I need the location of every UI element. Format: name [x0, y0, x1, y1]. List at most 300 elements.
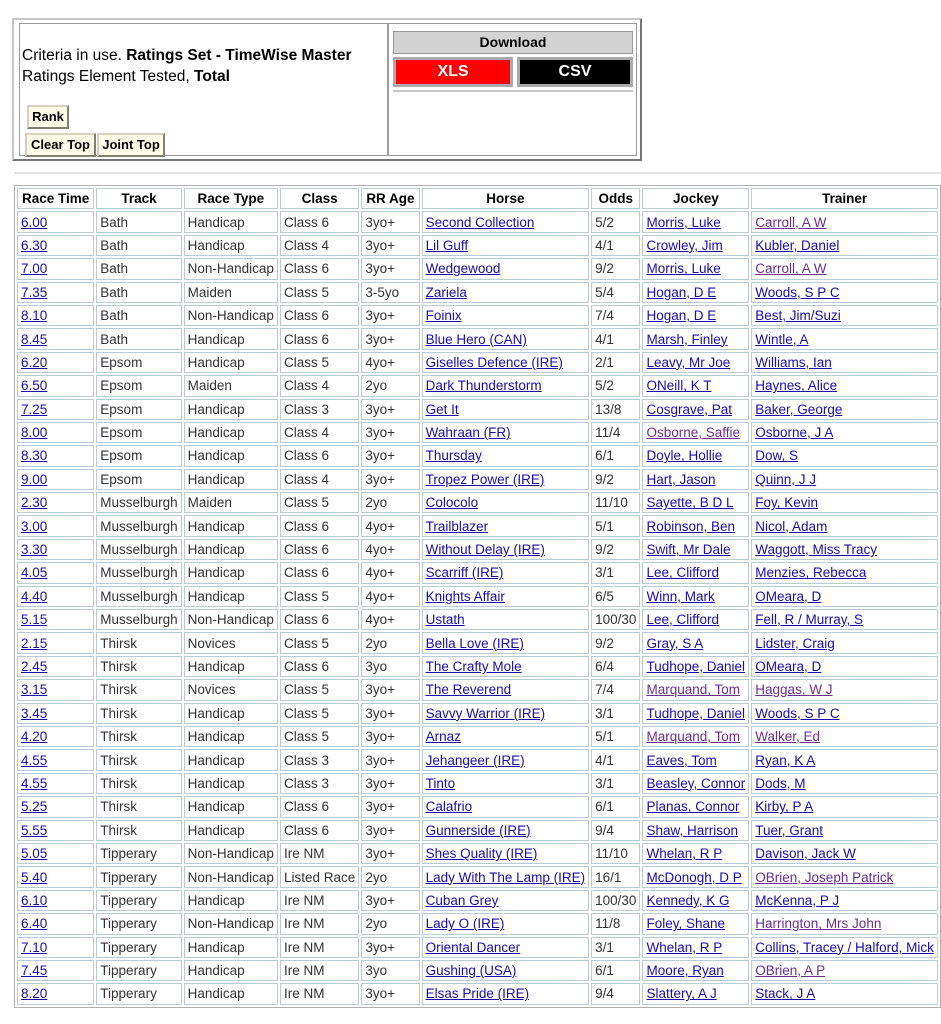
trainer-link[interactable]: OMeara, D — [755, 588, 822, 604]
horse-cell — [422, 562, 590, 583]
jockey-link[interactable]: Cosgrave, Pat — [646, 401, 733, 417]
race-time-link[interactable]: 7.00 — [21, 261, 48, 277]
jockey-cell — [642, 235, 749, 256]
trainer-link[interactable]: Woods, S P C — [755, 284, 840, 300]
trainer-link[interactable]: Kirby, P A — [755, 799, 814, 815]
age-cell: 2yo — [361, 492, 419, 513]
race-type-cell: Handicap — [184, 539, 278, 560]
table-row — [17, 820, 938, 841]
class-cell: Class 6 — [280, 515, 359, 536]
jockey-link[interactable]: Foley, Shane — [646, 916, 726, 932]
trainer-link[interactable]: OMeara, D — [755, 659, 822, 674]
trainer-cell — [751, 679, 938, 700]
header-trainer[interactable]: Trainer — [751, 188, 938, 209]
table-row — [17, 749, 938, 770]
race-time-link[interactable]: 5.40 — [21, 869, 48, 885]
jockey-link[interactable]: Kennedy, K G — [646, 892, 730, 908]
jockey-link[interactable]: Shaw, Harrison — [646, 822, 739, 838]
jockey-link[interactable]: Morris, Luke — [646, 214, 721, 230]
jockey-cell — [642, 258, 749, 279]
jockey-link[interactable]: Eaves, Tom — [646, 752, 717, 768]
jockey-link[interactable]: Sayette, B D L — [646, 495, 734, 511]
trainer-link[interactable]: Baker, George — [755, 401, 843, 417]
race-time-cell — [17, 445, 94, 466]
jockey-cell — [642, 820, 749, 841]
odds-cell: 3/1 — [591, 703, 640, 724]
horse-link[interactable]: Gushing (USA) — [425, 963, 517, 979]
race-time-link[interactable]: 7.35 — [21, 284, 48, 300]
races-table — [14, 185, 941, 1008]
trainer-cell — [751, 656, 938, 677]
jockey-cell — [642, 773, 749, 794]
race-time-link[interactable]: 2.15 — [21, 635, 48, 651]
rank-button[interactable]: Rank — [27, 105, 69, 129]
odds-cell: 4/1 — [591, 328, 640, 349]
jockey-cell — [642, 726, 749, 747]
horse-link[interactable]: Lady With The Lamp (IRE) — [425, 869, 586, 885]
jockey-link[interactable]: Doyle, Hollie — [646, 448, 723, 464]
trainer-link[interactable]: Menzies, Rebecca — [755, 565, 867, 581]
table-row — [17, 796, 938, 817]
class-cell: Class 6 — [280, 656, 359, 677]
race-time-cell — [17, 656, 94, 677]
horse-link[interactable]: Lady O (IRE) — [425, 916, 505, 932]
jockey-link[interactable]: Marquand, Tom — [646, 682, 741, 698]
race-time-link[interactable]: 6.50 — [21, 378, 48, 394]
race-time-link[interactable]: 8.00 — [21, 425, 48, 441]
age-cell: 3yo+ — [361, 937, 419, 958]
track-cell: Musselburgh — [96, 609, 181, 630]
race-type-cell: Non-Handicap — [184, 866, 278, 887]
race-type-cell: Handicap — [184, 703, 278, 724]
horse-link[interactable]: Foinix — [425, 308, 462, 324]
horse-cell — [422, 211, 590, 232]
horse-link[interactable]: Bella Love (IRE) — [425, 635, 524, 651]
xls-download-button[interactable]: XLS — [393, 57, 513, 87]
race-time-link[interactable]: 4.20 — [21, 729, 48, 745]
jockey-link[interactable]: Lee, Clifford — [646, 565, 720, 581]
jockey-cell — [642, 586, 749, 607]
track-cell: Tipperary — [96, 843, 181, 864]
jockey-cell — [642, 282, 749, 303]
jockey-link[interactable]: Crowley, Jim — [646, 237, 723, 253]
race-time-link[interactable]: 7.10 — [21, 939, 48, 955]
horse-link[interactable]: Giselles Defence (IRE) — [425, 354, 563, 370]
horse-link[interactable]: Wahraan (FR) — [425, 425, 511, 441]
horse-link[interactable]: The Reverend — [425, 682, 512, 698]
odds-cell: 13/8 — [591, 399, 640, 420]
trainer-link[interactable]: Foy, Kevin — [755, 495, 819, 511]
jockey-cell — [642, 515, 749, 536]
track-cell: Tipperary — [96, 866, 181, 887]
jockey-link[interactable]: Hart, Jason — [646, 471, 716, 487]
race-type-cell: Handicap — [184, 445, 278, 466]
race-time-link[interactable]: 9.00 — [21, 471, 48, 487]
trainer-cell — [751, 632, 938, 653]
horse-cell — [422, 282, 590, 303]
age-cell: 3yo+ — [361, 679, 419, 700]
horse-link[interactable]: Elsas Pride (IRE) — [425, 986, 530, 1002]
horse-link[interactable]: Tinto — [425, 775, 456, 791]
trainer-link[interactable]: McKenna, P J — [755, 892, 840, 908]
table-row — [17, 656, 938, 677]
class-cell: Ire NM — [280, 983, 359, 1004]
age-cell: 3yo+ — [361, 445, 419, 466]
trainer-cell — [751, 890, 938, 911]
header-rr-age[interactable]: RR Age — [361, 188, 419, 209]
track-cell: Thirsk — [96, 632, 181, 653]
csv-download-button[interactable]: CSV — [517, 57, 633, 87]
race-time-link[interactable]: 3.15 — [21, 682, 48, 698]
ratings-set-value: Ratings Set - TimeWise Master — [126, 47, 352, 64]
class-cell: Class 6 — [280, 609, 359, 630]
race-time-link[interactable]: 8.30 — [21, 448, 48, 464]
horse-link[interactable]: Shes Quality (IRE) — [425, 846, 538, 862]
race-type-cell: Non-Handicap — [184, 258, 278, 279]
odds-cell: 3/1 — [591, 773, 640, 794]
horse-cell — [422, 913, 590, 934]
trainer-cell — [751, 515, 938, 536]
age-cell: 3yo+ — [361, 749, 419, 770]
horse-cell — [422, 866, 590, 887]
race-time-link[interactable]: 5.55 — [21, 822, 48, 838]
odds-cell: 4/1 — [591, 235, 640, 256]
race-time-link[interactable]: 8.45 — [21, 331, 48, 347]
header-track[interactable]: Track — [96, 188, 181, 209]
jockey-link[interactable]: Whelan, R P — [646, 939, 723, 955]
jockey-link[interactable]: Slattery, A J — [646, 986, 717, 1002]
race-time-link[interactable]: 8.20 — [21, 986, 48, 1002]
race-time-link[interactable]: 8.10 — [21, 308, 48, 324]
race-time-link[interactable]: 6.00 — [21, 214, 48, 230]
jockey-cell — [642, 937, 749, 958]
jockey-link[interactable]: Swift, Mr Dale — [646, 542, 731, 558]
table-row — [17, 983, 938, 1004]
race-time-link[interactable]: 2.45 — [21, 659, 48, 674]
jockey-link[interactable]: Beasley, Connor — [646, 775, 746, 791]
table-row — [17, 352, 938, 373]
horse-link[interactable]: Jehangeer (IRE) — [425, 752, 525, 768]
horse-link[interactable]: Without Delay (IRE) — [425, 542, 545, 558]
race-type-cell: Handicap — [184, 562, 278, 583]
class-cell: Class 5 — [280, 282, 359, 303]
age-cell: 2yo — [361, 632, 419, 653]
age-cell: 2yo — [361, 866, 419, 887]
header-horse[interactable]: Horse — [422, 188, 590, 209]
race-type-cell: Handicap — [184, 773, 278, 794]
jockey-link[interactable]: Hogan, D E — [646, 284, 717, 300]
class-cell: Class 4 — [280, 235, 359, 256]
race-time-link[interactable]: 4.05 — [21, 565, 48, 581]
horse-link[interactable]: Scarriff (IRE) — [425, 565, 504, 581]
horse-link[interactable]: Get It — [425, 401, 459, 417]
clear-top-button[interactable]: Clear Top — [25, 133, 96, 157]
jockey-cell — [642, 422, 749, 443]
jockey-link[interactable]: Morris, Luke — [646, 261, 721, 277]
trainer-cell — [751, 562, 938, 583]
jockey-link[interactable]: ONeill, K T — [646, 378, 712, 394]
race-time-link[interactable]: 6.40 — [21, 916, 48, 932]
jockey-link[interactable]: Lee, Clifford — [646, 612, 720, 628]
race-type-cell: Handicap — [184, 726, 278, 747]
jockey-cell — [642, 492, 749, 513]
race-time-link[interactable]: 2.30 — [21, 495, 48, 511]
odds-cell: 3/1 — [591, 562, 640, 583]
horse-link[interactable]: Zariela — [425, 284, 467, 300]
trainer-link[interactable]: Davison, Jack W — [755, 846, 856, 862]
track-cell: Tipperary — [96, 890, 181, 911]
race-time-link[interactable]: 3.30 — [21, 542, 48, 558]
class-cell: Class 4 — [280, 469, 359, 490]
table-row — [17, 679, 938, 700]
race-time-cell — [17, 305, 94, 326]
track-cell: Epsom — [96, 375, 181, 396]
odds-cell: 9/2 — [591, 469, 640, 490]
trainer-cell — [751, 820, 938, 841]
trainer-link[interactable]: Walker, Ed — [755, 729, 821, 745]
class-cell: Class 4 — [280, 375, 359, 396]
horse-link[interactable]: Gunnerside (IRE) — [425, 822, 531, 838]
jockey-link[interactable]: Tudhope, Daniel — [646, 659, 746, 674]
race-time-link[interactable]: 7.45 — [21, 963, 48, 979]
horse-link[interactable]: Oriental Dancer — [425, 939, 521, 955]
jockey-link[interactable]: Whelan, R P — [646, 846, 723, 862]
jockey-link[interactable]: Winn, Mark — [646, 588, 715, 604]
jockey-link[interactable]: Planas, Connor — [646, 799, 740, 815]
track-cell: Thirsk — [96, 679, 181, 700]
jockey-link[interactable]: Leavy, Mr Joe — [646, 354, 731, 370]
header-class[interactable]: Class — [280, 188, 359, 209]
race-time-link[interactable]: 3.45 — [21, 705, 48, 721]
horse-link[interactable]: Savvy Warrior (IRE) — [425, 705, 546, 721]
trainer-link[interactable]: Stack, J A — [755, 986, 816, 1002]
class-cell: Class 5 — [280, 679, 359, 700]
horse-link[interactable]: Cuban Grey — [425, 892, 499, 908]
track-cell: Bath — [96, 211, 181, 232]
jockey-link[interactable]: Osborne, Saffie — [646, 425, 741, 441]
jockey-cell — [642, 796, 749, 817]
horse-link[interactable]: Thursday — [425, 448, 482, 464]
race-time-cell — [17, 983, 94, 1004]
trainer-link[interactable]: Waggott, Miss Tracy — [755, 542, 878, 558]
age-cell: 4yo+ — [361, 609, 419, 630]
header-jockey[interactable]: Jockey — [642, 188, 749, 209]
race-time-link[interactable]: 6.10 — [21, 892, 48, 908]
horse-link[interactable]: Second Collection — [425, 214, 535, 230]
odds-cell: 100/30 — [591, 890, 640, 911]
horse-cell — [422, 305, 590, 326]
race-type-cell: Handicap — [184, 983, 278, 1004]
track-cell: Tipperary — [96, 960, 181, 981]
table-row — [17, 305, 938, 326]
trainer-cell — [751, 843, 938, 864]
race-type-cell: Handicap — [184, 399, 278, 420]
trainer-link[interactable]: Wintle, A — [755, 331, 809, 347]
race-type-cell: Handicap — [184, 796, 278, 817]
race-time-cell — [17, 679, 94, 700]
race-type-cell: Handicap — [184, 890, 278, 911]
jockey-link[interactable]: Marquand, Tom — [646, 729, 741, 745]
race-type-cell: Handicap — [184, 749, 278, 770]
horse-link[interactable]: Arnaz — [425, 729, 461, 745]
jockey-link[interactable]: McDonogh, D P — [646, 869, 742, 885]
horse-cell — [422, 820, 590, 841]
odds-cell: 6/1 — [591, 445, 640, 466]
trainer-cell — [751, 375, 938, 396]
trainer-link[interactable]: Quinn, J J — [755, 471, 817, 487]
jockey-link[interactable]: Marsh, Finley — [646, 331, 728, 347]
trainer-link[interactable]: Williams, Ian — [755, 354, 832, 370]
age-cell: 4yo+ — [361, 352, 419, 373]
class-cell: Ire NM — [280, 937, 359, 958]
horse-link[interactable]: Colocolo — [425, 495, 479, 511]
track-cell: Epsom — [96, 445, 181, 466]
odds-cell: 11/10 — [591, 843, 640, 864]
age-cell: 2yo — [361, 913, 419, 934]
trainer-link[interactable]: Best, Jim/Suzi — [755, 308, 841, 324]
odds-cell: 9/2 — [591, 258, 640, 279]
race-time-link[interactable]: 5.15 — [21, 612, 48, 628]
download-divider — [393, 90, 633, 92]
trainer-link[interactable]: Tuer, Grant — [755, 822, 824, 838]
race-time-cell — [17, 773, 94, 794]
trainer-cell — [751, 937, 938, 958]
download-title: Download — [393, 31, 633, 54]
horse-cell — [422, 679, 590, 700]
horse-link[interactable]: Calafrio — [425, 799, 473, 815]
trainer-cell — [751, 796, 938, 817]
trainer-cell — [751, 983, 938, 1004]
age-cell: 3yo+ — [361, 890, 419, 911]
trainer-link[interactable]: Haynes, Alice — [755, 378, 838, 394]
class-cell: Class 3 — [280, 399, 359, 420]
race-time-cell — [17, 913, 94, 934]
trainer-link[interactable]: Carroll, A W — [755, 261, 827, 277]
race-time-cell — [17, 492, 94, 513]
horse-link[interactable]: The Crafty Mole — [425, 659, 522, 674]
race-time-link[interactable]: 5.25 — [21, 799, 48, 815]
odds-cell: 9/2 — [591, 632, 640, 653]
jockey-cell — [642, 609, 749, 630]
trainer-link[interactable]: Haggas, W J — [755, 682, 833, 698]
trainer-link[interactable]: OBrien, A P — [755, 963, 826, 979]
jockey-link[interactable]: Gray, S A — [646, 635, 704, 651]
horse-link[interactable]: Knights Affair — [425, 588, 505, 604]
horse-link[interactable]: Ustath — [425, 612, 465, 628]
table-row — [17, 773, 938, 794]
trainer-cell — [751, 211, 938, 232]
trainer-cell — [751, 773, 938, 794]
horse-link[interactable]: Lil Guff — [425, 237, 469, 253]
jockey-cell — [642, 375, 749, 396]
race-type-cell: Non-Handicap — [184, 913, 278, 934]
trainer-cell — [751, 586, 938, 607]
race-time-link[interactable]: 6.20 — [21, 354, 48, 370]
table-row — [17, 375, 938, 396]
trainer-cell — [751, 399, 938, 420]
race-time-link[interactable]: 5.05 — [21, 846, 48, 862]
header-race-time[interactable]: Race Time — [17, 188, 94, 209]
jockey-cell — [642, 632, 749, 653]
jockey-cell — [642, 562, 749, 583]
criteria-line2-prefix: Ratings Element Tested, — [22, 68, 195, 85]
trainer-link[interactable]: Carroll, A W — [755, 214, 827, 230]
race-time-link[interactable]: 4.55 — [21, 775, 48, 791]
race-time-link[interactable]: 3.00 — [21, 518, 48, 534]
trainer-link[interactable]: Kubler, Daniel — [755, 237, 840, 253]
race-time-cell — [17, 586, 94, 607]
trainer-link[interactable]: Harrington, Mrs John — [755, 916, 882, 932]
trainer-link[interactable]: OBrien, Joseph Patrick — [755, 869, 894, 885]
horse-cell — [422, 515, 590, 536]
trainer-link[interactable]: Ryan, K A — [755, 752, 816, 768]
trainer-link[interactable]: Dow, S — [755, 448, 799, 464]
horse-link[interactable]: Tropez Power (IRE) — [425, 471, 545, 487]
race-time-link[interactable]: 6.30 — [21, 237, 48, 253]
trainer-cell — [751, 492, 938, 513]
jockey-cell — [642, 539, 749, 560]
trainer-link[interactable]: Nicol, Adam — [755, 518, 828, 534]
trainer-cell — [751, 328, 938, 349]
race-time-cell — [17, 562, 94, 583]
race-type-cell: Maiden — [184, 375, 278, 396]
trainer-cell — [751, 749, 938, 770]
trainer-cell — [751, 913, 938, 934]
trainer-link[interactable]: Collins, Tracey / Halford, Mick — [755, 939, 934, 955]
race-time-link[interactable]: 4.40 — [21, 588, 48, 604]
horse-link[interactable]: Wedgewood — [425, 261, 501, 277]
class-cell: Class 6 — [280, 305, 359, 326]
horse-link[interactable]: Blue Hero (CAN) — [425, 331, 527, 347]
horse-cell — [422, 703, 590, 724]
trainer-cell — [751, 352, 938, 373]
age-cell: 4yo+ — [361, 515, 419, 536]
horse-link[interactable]: Dark Thunderstorm — [425, 378, 542, 394]
race-time-cell — [17, 539, 94, 560]
race-time-cell — [17, 866, 94, 887]
jockey-link[interactable]: Hogan, D E — [646, 308, 717, 324]
jockey-link[interactable]: Tudhope, Daniel — [646, 705, 746, 721]
header-odds[interactable]: Odds — [591, 188, 640, 209]
race-time-cell — [17, 890, 94, 911]
track-cell: Thirsk — [96, 820, 181, 841]
odds-cell: 11/4 — [591, 422, 640, 443]
trainer-link[interactable]: Dods, M — [755, 775, 806, 791]
race-time-link[interactable]: 4.55 — [21, 752, 48, 768]
joint-top-button[interactable]: Joint Top — [97, 133, 165, 157]
track-cell: Thirsk — [96, 773, 181, 794]
trainer-link[interactable]: Lidster, Craig — [755, 635, 835, 651]
header-race-type[interactable]: Race Type — [184, 188, 278, 209]
trainer-link[interactable]: Osborne, J A — [755, 425, 834, 441]
race-time-link[interactable]: 7.25 — [21, 401, 48, 417]
age-cell: 4yo+ — [361, 586, 419, 607]
trainer-link[interactable]: Fell, R / Murray, S — [755, 612, 864, 628]
trainer-cell — [751, 866, 938, 887]
race-type-cell: Novices — [184, 679, 278, 700]
trainer-cell — [751, 469, 938, 490]
horse-cell — [422, 937, 590, 958]
horse-link[interactable]: Trailblazer — [425, 518, 489, 534]
class-cell: Class 6 — [280, 445, 359, 466]
odds-cell: 6/1 — [591, 796, 640, 817]
trainer-cell — [751, 235, 938, 256]
trainer-link[interactable]: Woods, S P C — [755, 705, 840, 721]
jockey-link[interactable]: Moore, Ryan — [646, 963, 724, 979]
jockey-link[interactable]: Robinson, Ben — [646, 518, 736, 534]
race-time-cell — [17, 258, 94, 279]
age-cell: 2yo — [361, 375, 419, 396]
